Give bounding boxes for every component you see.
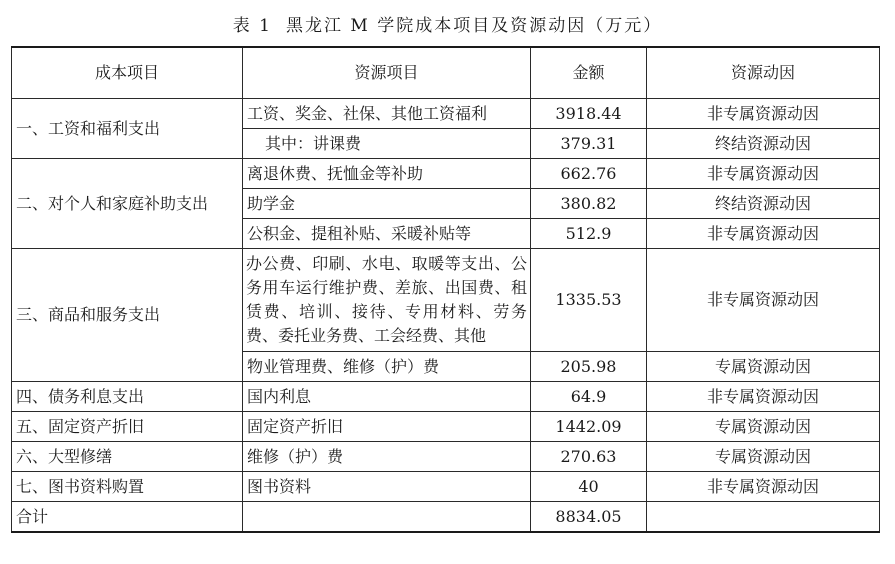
amount-cell: 270.63 [531, 442, 647, 472]
resource-cell: 固定资产折旧 [243, 412, 531, 442]
resource-cell: 物业管理费、维修（护）费 [243, 352, 531, 382]
driver-cell: 非专属资源动因 [647, 249, 880, 352]
header-resource-item: 资源项目 [243, 47, 531, 99]
header-amount: 金额 [531, 47, 647, 99]
total-resource-cell [243, 502, 531, 533]
amount-cell: 40 [531, 472, 647, 502]
cost-item-cell: 一、工资和福利支出 [12, 99, 243, 159]
driver-cell: 非专属资源动因 [647, 219, 880, 249]
resource-cell: 办公费、印刷、水电、取暖等支出、公务用车运行维护费、差旅、出国费、租赁费、培训、接待、专用材料、劳务费、委托业务费、工会经费、其他 [243, 249, 531, 352]
amount-cell: 1442.09 [531, 412, 647, 442]
driver-cell: 终结资源动因 [647, 189, 880, 219]
total-amount: 8834.05 [531, 502, 647, 533]
table-caption [0, 16, 895, 36]
driver-cell: 专属资源动因 [647, 442, 880, 472]
resource-cell: 其中：讲课费 [243, 129, 531, 159]
table-row [12, 472, 880, 502]
table-title: 黑龙江 M 学院成本项目及资源动因（万元） [286, 16, 663, 36]
resource-cell: 工资、奖金、社保、其他工资福利 [243, 99, 531, 129]
amount-cell: 3918.44 [531, 99, 647, 129]
total-driver-cell [647, 502, 880, 533]
driver-cell: 终结资源动因 [647, 129, 880, 159]
cost-item-cell: 二、对个人和家庭补助支出 [12, 159, 243, 249]
amount-cell: 512.9 [531, 219, 647, 249]
amount-cell: 1335.53 [531, 249, 647, 352]
driver-cell: 专属资源动因 [647, 412, 880, 442]
table-header-row [12, 47, 880, 99]
table-row [12, 382, 880, 412]
resource-cell: 离退休费、抚恤金等补助 [243, 159, 531, 189]
cost-item-cell: 四、债务利息支出 [12, 382, 243, 412]
cost-item-cell: 三、商品和服务支出 [12, 249, 243, 382]
resource-cell: 维修（护）费 [243, 442, 531, 472]
amount-cell: 64.9 [531, 382, 647, 412]
header-cost-item: 成本项目 [12, 47, 243, 99]
cost-resource-table [11, 46, 880, 533]
cost-item-cell: 七、图书资料购置 [12, 472, 243, 502]
resource-cell: 助学金 [243, 189, 531, 219]
amount-cell: 379.31 [531, 129, 647, 159]
driver-cell: 非专属资源动因 [647, 99, 880, 129]
amount-cell: 380.82 [531, 189, 647, 219]
driver-cell: 非专属资源动因 [647, 159, 880, 189]
driver-cell: 非专属资源动因 [647, 472, 880, 502]
header-driver: 资源动因 [647, 47, 880, 99]
resource-cell: 国内利息 [243, 382, 531, 412]
driver-cell: 专属资源动因 [647, 352, 880, 382]
table-row [12, 442, 880, 472]
amount-cell: 205.98 [531, 352, 647, 382]
driver-cell: 非专属资源动因 [647, 382, 880, 412]
resource-cell: 图书资料 [243, 472, 531, 502]
table-row [12, 412, 880, 442]
total-label: 合计 [12, 502, 243, 533]
total-row [12, 502, 880, 533]
table-number: 表 1 [232, 16, 272, 36]
amount-cell: 662.76 [531, 159, 647, 189]
resource-cell: 公积金、提租补贴、采暖补贴等 [243, 219, 531, 249]
cost-item-cell: 六、大型修缮 [12, 442, 243, 472]
table-row [12, 99, 880, 129]
table-row [12, 159, 880, 189]
table-row [12, 249, 880, 352]
cost-item-cell: 五、固定资产折旧 [12, 412, 243, 442]
